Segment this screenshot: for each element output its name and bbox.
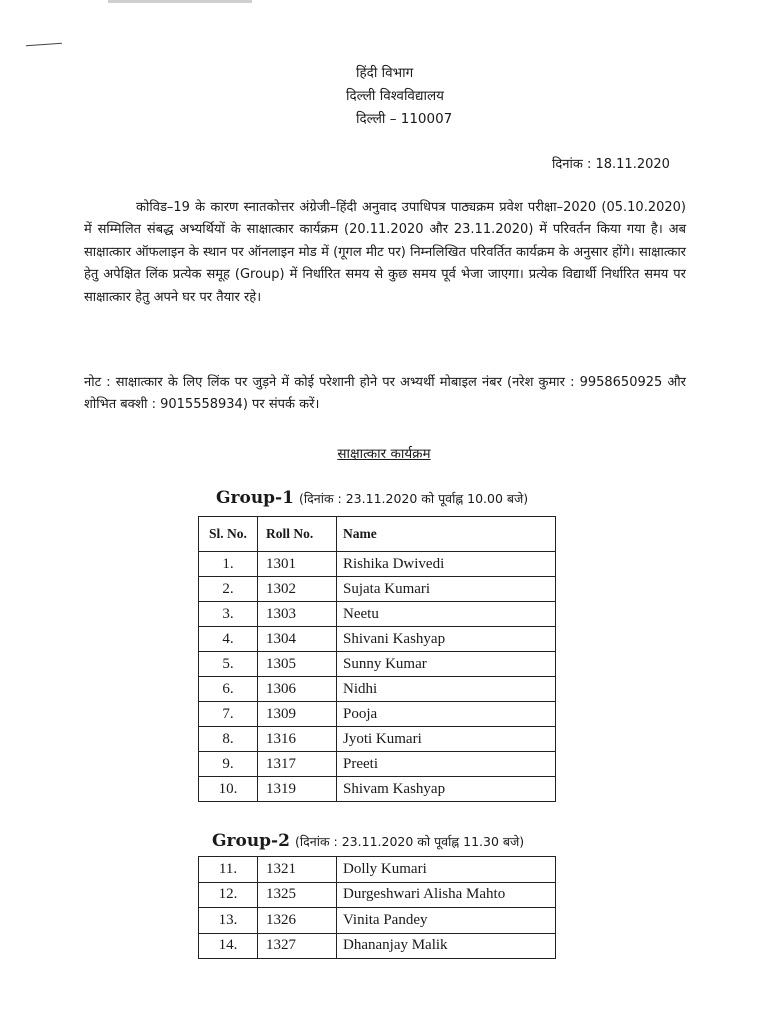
group-2-table xyxy=(198,856,556,959)
table-row xyxy=(199,882,556,908)
roll-cell: 1327 xyxy=(258,933,337,959)
roll-cell: 1306 xyxy=(258,677,337,702)
name-cell: Rishika Dwivedi xyxy=(337,552,556,577)
roll-cell: 1309 xyxy=(258,702,337,727)
header-roll-no: Roll No. xyxy=(258,517,337,552)
roll-cell: 1316 xyxy=(258,727,337,752)
group-1-heading xyxy=(216,488,528,508)
name-cell: Dolly Kumari xyxy=(337,857,556,883)
sl-cell: 1. xyxy=(199,552,258,577)
name-cell: Sujata Kumari xyxy=(337,577,556,602)
sl-cell: 4. xyxy=(199,627,258,652)
sl-cell: 9. xyxy=(199,752,258,777)
sl-cell: 8. xyxy=(199,727,258,752)
name-cell: Jyoti Kumari xyxy=(337,727,556,752)
document-date: दिनांक : 18.11.2020 xyxy=(552,157,670,172)
sl-cell: 11. xyxy=(199,857,258,883)
roll-cell: 1321 xyxy=(258,857,337,883)
letterhead xyxy=(346,62,506,131)
header-sl-no: Sl. No. xyxy=(199,517,258,552)
name-cell: Vinita Pandey xyxy=(337,908,556,934)
sl-cell: 5. xyxy=(199,652,258,677)
name-cell: Neetu xyxy=(337,602,556,627)
contact-note: नोट : साक्षात्कार के लिए लिंक पर जुड़ने में कोई परेशानी होने पर अभ्यर्थी मोबाइल नंबर (नरेश कुमार : 9958650925 और शोभित बक्शी : 9015558934) पर संपर्क करें। xyxy=(84,375,686,413)
roll-cell: 1303 xyxy=(258,602,337,627)
group-2-heading xyxy=(212,831,524,851)
name-cell: Preeti xyxy=(337,752,556,777)
sl-cell: 14. xyxy=(199,933,258,959)
table-row xyxy=(199,727,556,752)
table-row xyxy=(199,577,556,602)
table-row xyxy=(199,857,556,883)
table-row xyxy=(199,677,556,702)
name-cell: Shivam Kashyap xyxy=(337,777,556,802)
sl-cell: 12. xyxy=(199,882,258,908)
sl-cell: 3. xyxy=(199,602,258,627)
name-cell: Pooja xyxy=(337,702,556,727)
notice-text: कोविड–19 के कारण स्नातकोत्तर अंग्रेजी–हिंदी अनुवाद उपाधिपत्र पाठ्यक्रम प्रवेश परीक्षा–2020 (05.10.2020) में सम्मिलित संबद्ध अभ्यर्थियों के साक्षात्कार कार्यक्रम (20.11.2020 और 23.11.2020) में परिवर्तन किया गया है। अब साक्षात्कार ऑफलाइन के स्थान पर ऑनलाइन मोड में (गूगल मीट पर) निम्नलिखित परिवर्तित कार्यक्रम के अनुसार होंगे। साक्षात्कार हेतु अपेक्षित लिंक प्रत्येक समूह (Group) में निर्धारित समय से कुछ समय पूर्व भेजा जाएगा। प्रत्येक विद्यार्थी निर्धारित समय पर साक्षात्कार हेतु अपने घर पर तैयार रहे। xyxy=(84,200,687,305)
city-pincode: दिल्ली – 110007 xyxy=(356,111,453,127)
group-2-name: Group-2 xyxy=(212,831,290,851)
schedule-title-text: साक्षात्कार कार्यक्रम xyxy=(337,446,431,462)
notice-paragraph xyxy=(84,197,686,309)
roll-cell: 1325 xyxy=(258,882,337,908)
name-cell: Sunny Kumar xyxy=(337,652,556,677)
group-1-table xyxy=(198,516,556,802)
name-cell: Durgeshwari Alisha Mahto xyxy=(337,882,556,908)
table-row xyxy=(199,627,556,652)
roll-cell: 1301 xyxy=(258,552,337,577)
table-header-row xyxy=(199,517,556,552)
header-name: Name xyxy=(337,517,556,552)
name-cell: Nidhi xyxy=(337,677,556,702)
roll-cell: 1302 xyxy=(258,577,337,602)
sl-cell: 7. xyxy=(199,702,258,727)
group-1-date: (दिनांक : 23.11.2020 को पूर्वाह्न 10.00 बजे) xyxy=(299,491,529,506)
sl-cell: 6. xyxy=(199,677,258,702)
department-name: हिंदी विभाग xyxy=(356,65,414,81)
scan-mark xyxy=(26,43,62,47)
sl-cell: 13. xyxy=(199,908,258,934)
roll-cell: 1317 xyxy=(258,752,337,777)
schedule-title xyxy=(0,444,768,462)
roll-cell: 1304 xyxy=(258,627,337,652)
roll-cell: 1319 xyxy=(258,777,337,802)
name-cell: Shivani Kashyap xyxy=(337,627,556,652)
group-1-name: Group-1 xyxy=(216,488,294,508)
group-2-date: (दिनांक : 23.11.2020 को पूर्वाह्न 11.30 बजे) xyxy=(295,834,525,849)
table-row xyxy=(199,933,556,959)
table-row xyxy=(199,552,556,577)
roll-cell: 1326 xyxy=(258,908,337,934)
table-row xyxy=(199,602,556,627)
university-name: दिल्ली विश्वविद्यालय xyxy=(346,88,444,104)
table-row xyxy=(199,777,556,802)
table-row xyxy=(199,652,556,677)
table-row xyxy=(199,908,556,934)
roll-cell: 1305 xyxy=(258,652,337,677)
table-row xyxy=(199,752,556,777)
sl-cell: 10. xyxy=(199,777,258,802)
scan-edge-strip xyxy=(108,0,252,3)
name-cell: Dhananjay Malik xyxy=(337,933,556,959)
sl-cell: 2. xyxy=(199,577,258,602)
table-row xyxy=(199,702,556,727)
